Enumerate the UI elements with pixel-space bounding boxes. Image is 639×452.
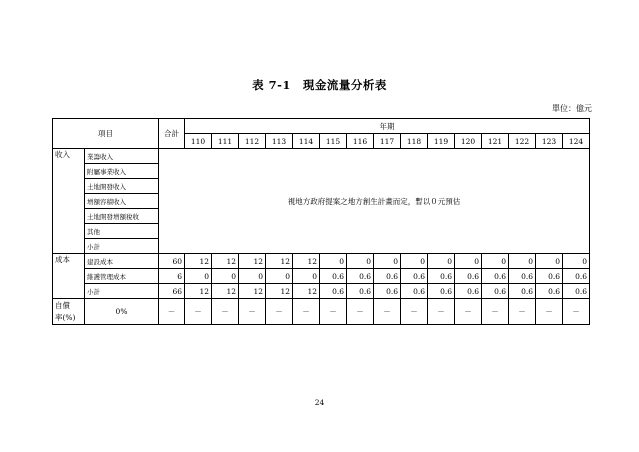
year-header-cell: 122 xyxy=(509,134,536,149)
cost-value-cell: 0 xyxy=(266,269,293,284)
cost-value-cell: 12 xyxy=(266,284,293,299)
cost-value-cell: 0 xyxy=(509,254,536,269)
cost-row xyxy=(53,284,590,299)
self-liquidation-cell: － xyxy=(563,299,590,325)
self-liquidation-label xyxy=(53,299,85,325)
year-header-cell: 113 xyxy=(266,134,293,149)
year-header-cell: 123 xyxy=(536,134,563,149)
self-liquidation-cell: － xyxy=(212,299,239,325)
cost-value-cell: 0.6 xyxy=(320,284,347,299)
cost-value-cell: 0.6 xyxy=(455,284,482,299)
self-liquidation-cell: － xyxy=(401,299,428,325)
income-item: 附屬事業收入 xyxy=(85,164,159,179)
income-item: 土地開發增額稅收 xyxy=(85,209,159,224)
self-liquidation-cell: － xyxy=(455,299,482,325)
cash-flow-table xyxy=(52,118,590,325)
cost-total: 66 xyxy=(159,284,185,299)
year-header-cell: 117 xyxy=(374,134,401,149)
year-header-cell: 114 xyxy=(293,134,320,149)
page-number: 24 xyxy=(314,398,325,407)
year-header-cell: 124 xyxy=(563,134,590,149)
unit-label: 單位：億元 xyxy=(552,104,592,113)
self-liquidation-cell: － xyxy=(239,299,266,325)
cost-value-cell: 0 xyxy=(320,254,347,269)
year-header-cell: 118 xyxy=(401,134,428,149)
cost-value-cell: 0.6 xyxy=(563,284,590,299)
income-item: 其他 xyxy=(85,224,159,239)
cost-value-cell: 0.6 xyxy=(401,284,428,299)
self-liquidation-cell: － xyxy=(428,299,455,325)
total-header: 合計 xyxy=(159,119,185,149)
year-header-cell: 111 xyxy=(212,134,239,149)
cost-value-cell: 0.6 xyxy=(509,284,536,299)
year-header-cell: 115 xyxy=(320,134,347,149)
self-liquidation-value: 0% xyxy=(85,299,159,325)
cost-value-cell: 0 xyxy=(401,254,428,269)
self-liquidation-cell: － xyxy=(509,299,536,325)
cost-value-cell: 12 xyxy=(185,284,212,299)
cost-value-cell: 0 xyxy=(293,269,320,284)
cost-item: 小計 xyxy=(85,284,159,299)
cost-value-cell: 0.6 xyxy=(347,284,374,299)
cost-value-cell: 0 xyxy=(212,269,239,284)
cost-value-cell: 12 xyxy=(239,254,266,269)
cost-item: 維護管理成本 xyxy=(85,269,159,284)
self-liquidation-cell: － xyxy=(482,299,509,325)
cost-value-cell: 0.6 xyxy=(347,269,374,284)
cost-item: 建設成本 xyxy=(85,254,159,269)
cost-value-cell: 12 xyxy=(212,284,239,299)
self-liquidation-cell: － xyxy=(266,299,293,325)
years-header: 年期 xyxy=(185,119,590,134)
cost-value-cell: 0.6 xyxy=(374,269,401,284)
income-item: 業籌收入 xyxy=(85,149,159,164)
cost-section xyxy=(53,254,590,299)
cost-row xyxy=(53,254,590,269)
cost-value-cell: 0.6 xyxy=(320,269,347,284)
cost-value-cell: 12 xyxy=(293,254,320,269)
year-header-cell: 110 xyxy=(185,134,212,149)
cost-value-cell: 0.6 xyxy=(536,284,563,299)
header-row-1 xyxy=(53,119,590,134)
self-liquidation-cell: － xyxy=(293,299,320,325)
self-liquidation-cell: － xyxy=(347,299,374,325)
year-header-cell: 112 xyxy=(239,134,266,149)
income-row xyxy=(53,149,590,164)
cost-value-cell: 0 xyxy=(374,254,401,269)
self-liquidation-label-line2: 率(%) xyxy=(55,312,76,322)
cost-value-cell: 0.6 xyxy=(536,269,563,284)
cost-total: 60 xyxy=(159,254,185,269)
cost-value-cell: 0 xyxy=(347,254,374,269)
cost-value-cell: 0 xyxy=(563,254,590,269)
self-liquidation-cell: － xyxy=(185,299,212,325)
income-item: 土地開發收入 xyxy=(85,179,159,194)
cost-value-cell: 0.6 xyxy=(401,269,428,284)
cost-value-cell: 0.6 xyxy=(509,269,536,284)
self-liquidation-cell: － xyxy=(536,299,563,325)
cost-value-cell: 0 xyxy=(455,254,482,269)
cost-value-cell: 12 xyxy=(185,254,212,269)
income-item: 小計 xyxy=(85,239,159,254)
income-category: 收入 xyxy=(53,149,85,254)
self-liquidation-cell: － xyxy=(320,299,347,325)
cost-value-cell: 12 xyxy=(293,284,320,299)
cost-value-cell: 0 xyxy=(239,269,266,284)
cost-value-cell: 0 xyxy=(536,254,563,269)
self-liquidation-row xyxy=(53,299,590,325)
cost-value-cell: 0.6 xyxy=(374,284,401,299)
cost-value-cell: 0.6 xyxy=(428,269,455,284)
cost-value-cell: 0.6 xyxy=(428,284,455,299)
income-item: 增額容積收入 xyxy=(85,194,159,209)
year-header-cell: 116 xyxy=(347,134,374,149)
cost-value-cell: 0 xyxy=(185,269,212,284)
cost-row xyxy=(53,269,590,284)
cost-value-cell: 0 xyxy=(428,254,455,269)
cost-value-cell: 12 xyxy=(266,254,293,269)
self-liquidation-label-line1: 自償 xyxy=(55,300,70,310)
table-title: 表 7-1 現金流量分析表 xyxy=(252,78,387,92)
income-note: 視地方政府提案之地方創生計畫而定，暫以０元預估 xyxy=(159,149,590,254)
cost-value-cell: 0.6 xyxy=(455,269,482,284)
cost-total: 6 xyxy=(159,269,185,284)
cost-value-cell: 0.6 xyxy=(482,284,509,299)
cost-category: 成本 xyxy=(53,254,85,299)
cost-value-cell: 12 xyxy=(239,284,266,299)
item-header: 項目 xyxy=(53,119,159,149)
self-liquidation-cell: － xyxy=(374,299,401,325)
self-liquidation-total: － xyxy=(159,299,185,325)
cost-value-cell: 0.6 xyxy=(563,269,590,284)
cost-value-cell: 12 xyxy=(212,254,239,269)
cost-value-cell: 0.6 xyxy=(482,269,509,284)
year-header-cell: 120 xyxy=(455,134,482,149)
year-header-cell: 121 xyxy=(482,134,509,149)
year-header-cell: 119 xyxy=(428,134,455,149)
cost-value-cell: 0 xyxy=(482,254,509,269)
